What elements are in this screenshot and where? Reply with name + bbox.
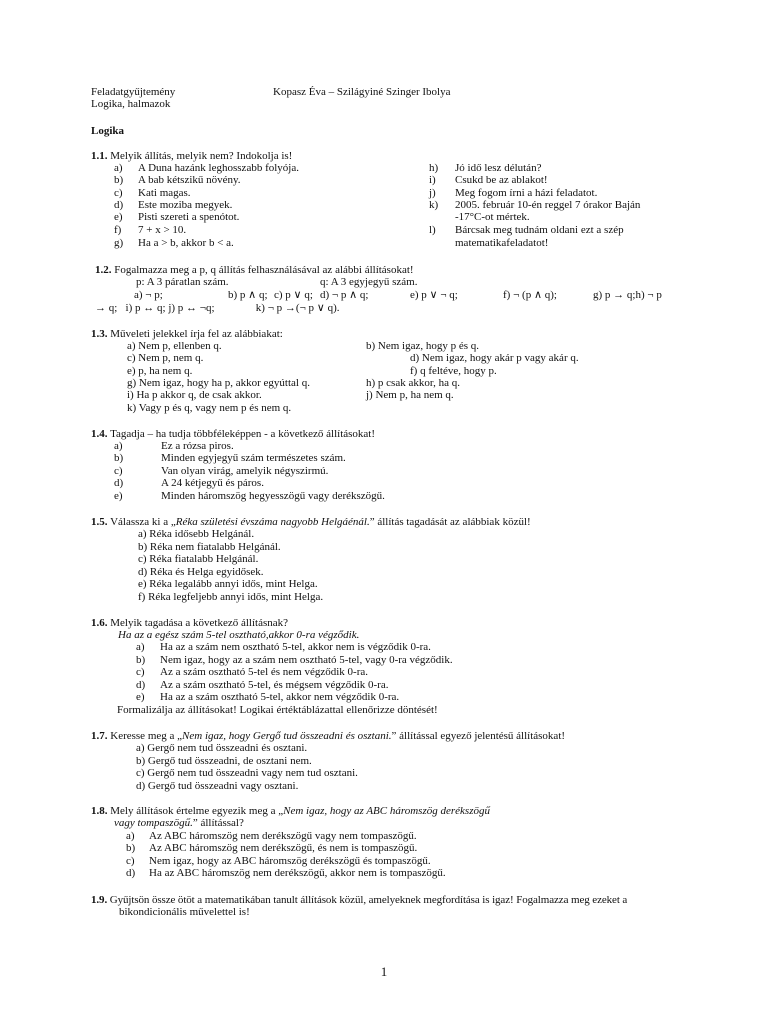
item-text: Ha az ABC háromszög nem derékszögű, akkor nem is tompaszögű.	[149, 867, 446, 879]
question-text: Melyik állítás, melyik nem? Indokolja is!	[110, 150, 293, 162]
question-1-2	[95, 264, 414, 276]
item-text: Ha a > b, akkor b < a.	[138, 237, 234, 249]
item-label: j)	[429, 187, 436, 199]
item-text: Ha az a szám osztható 5-tel, akkor nem végződik 0-ra.	[160, 691, 400, 703]
formula: c) p ∨ q;	[274, 289, 313, 301]
item-text: Nem igaz, hogy az a szám nem osztható 5-tel, vagy 0-ra végződik.	[160, 654, 453, 666]
question-text-a: Válassza ki a „	[110, 516, 176, 528]
item-label: i)	[429, 174, 436, 186]
question-1-3	[91, 328, 283, 340]
question-text: Fogalmazza meg a p, q állítás felhasználásával az alábbi állításokat!	[114, 264, 414, 276]
quoted-statement: Nem igaz, hogy Gergő tud összeadni és osztani.	[182, 730, 392, 742]
proposition-q: q: A 3 egyjegyű szám.	[320, 276, 418, 288]
question-number: 1.9.	[91, 894, 108, 906]
question-1-8	[91, 805, 490, 817]
question-1-1	[91, 150, 292, 162]
item-text: A Duna hazánk leghosszabb folyója.	[138, 162, 299, 174]
item-text: Jó idő lesz délután?	[455, 162, 542, 174]
item-label: g)	[114, 237, 124, 249]
item-label: a)	[126, 830, 135, 842]
question-text-b: ” állítás tagadását az alábbiak közül!	[369, 516, 531, 528]
item-text: 7 + x > 10.	[138, 224, 187, 236]
question-text: Műveleti jelekkel írja fel az alábbiakat:	[110, 328, 283, 340]
item-text: e) p, ha nem q.	[127, 365, 193, 377]
question-number: 1.7.	[91, 730, 108, 742]
item-text: b) Réka nem fiatalabb Helgánál.	[138, 541, 281, 553]
item-label: b)	[136, 654, 146, 666]
item-text: d) Nem igaz, hogy akár p vagy akár q.	[410, 352, 579, 364]
item-text: c) Réka fiatalabb Helgánál.	[138, 553, 259, 565]
item-label: d)	[136, 679, 146, 691]
question-1-5	[91, 516, 531, 528]
question-1-8-cont	[114, 817, 244, 829]
item-label: d)	[126, 867, 136, 879]
statement: Ha az a egész szám 5-tel osztható,akkor 0-ra végződik.	[118, 629, 360, 641]
item-label: a)	[114, 440, 123, 452]
formula: b) p ∧ q;	[228, 289, 268, 301]
question-text-b: ” állítással?	[192, 817, 244, 829]
item-text: c) Nem p, nem q.	[127, 352, 204, 364]
item-text: Az ABC háromszög nem derékszögű vagy nem tompaszögű.	[149, 830, 417, 842]
item-text: Van olyan virág, amelyik négyszirmú.	[161, 465, 329, 477]
item-text: d) Réka és Helga egyidősek.	[138, 566, 264, 578]
item-text: A bab kétszikű növény.	[138, 174, 241, 186]
item-label: d)	[114, 199, 124, 211]
item-text: Az a szám osztható 5-tel és nem végződik 0-ra.	[160, 666, 369, 678]
item-label: c)	[126, 855, 135, 867]
item-text: e) Réka legalább annyi idős, mint Helga.	[138, 578, 318, 590]
question-text: Melyik tagadása a következő állításnak?	[110, 617, 289, 629]
item-label: f)	[114, 224, 122, 236]
question-text: Tagadja – ha tudja többféleképpen - a következő állításokat!	[110, 428, 376, 440]
item-text: b) Nem igaz, hogy p és q.	[366, 340, 480, 352]
item-text: 2005. február 10-én reggel 7 órakor Baján	[455, 199, 641, 211]
item-text: d) Gergő tud összeadni vagy osztani.	[136, 780, 299, 792]
question-1-9-cont: bikondicionális művelettel is!	[119, 906, 250, 918]
item-text: k) Vagy p és q, vagy nem p és nem q.	[127, 402, 292, 414]
item-label: e)	[136, 691, 145, 703]
formula: d) ¬ p ∧ q;	[320, 289, 369, 301]
question-text-a: Keresse meg a „	[110, 730, 183, 742]
item-text: Ez a rózsa piros.	[161, 440, 234, 452]
question-1-7	[91, 730, 565, 742]
item-text: i) Ha p akkor q, de csak akkor.	[127, 389, 262, 401]
item-label: c)	[114, 465, 123, 477]
quoted-statement: Nem igaz, hogy az ABC háromszög derékszögű	[283, 805, 490, 817]
item-text: f) Réka legfeljebb annyi idős, mint Helga.	[138, 591, 324, 603]
item-text: -17°C-ot mértek.	[455, 211, 530, 223]
question-1-6-footer: Formalizálja az állításokat! Logikai értéktáblázattal ellenőrizze döntését!	[117, 704, 438, 716]
formula-line: → q; i) p ↔ q; j) p ↔ ¬q; k) ¬ p →(¬ p ∨ q).	[95, 302, 340, 314]
item-text: Meg fogom írni a házi feladatot.	[455, 187, 598, 199]
item-text: a) Gergő nem tud összeadni és osztani.	[136, 742, 308, 754]
item-text: a) Réka idősebb Helgánál.	[138, 528, 255, 540]
item-text: matematikafeladatot!	[455, 237, 549, 249]
question-number: 1.6.	[91, 617, 108, 629]
item-label: e)	[114, 490, 123, 502]
item-text: Este moziba megyek.	[138, 199, 233, 211]
item-label: c)	[114, 187, 123, 199]
item-label: a)	[136, 641, 145, 653]
item-text: Pisti szereti a spenótot.	[138, 211, 240, 223]
quoted-statement-cont: vagy tompaszögű.	[114, 817, 193, 829]
question-1-6	[91, 617, 288, 629]
question-text-b: ” állítással egyező jelentésű állításokat!	[391, 730, 566, 742]
header-collection-title: Feladatgyűjtemény	[91, 86, 176, 98]
item-text: g) Nem igaz, hogy ha p, akkor egyúttal q.	[127, 377, 310, 389]
question-number: 1.1.	[91, 150, 108, 162]
question-text: Gyűjtsön össze ötöt a matematikában tanult állítások közül, amelyeknek megfordítása is igaz! Fogalmazza meg ezeket a	[109, 894, 628, 906]
header-authors: Kopasz Éva – Szilágyiné Szinger Ibolya	[273, 86, 451, 98]
formula: e) p ∨ ¬ q;	[410, 289, 458, 301]
question-1-9	[91, 894, 627, 906]
question-number: 1.2.	[95, 264, 112, 276]
item-text: Az ABC háromszög nem derékszögű, és nem is tompaszögű.	[149, 842, 418, 854]
question-number: 1.5.	[91, 516, 108, 528]
section-title: Logika	[91, 125, 125, 137]
item-label: b)	[126, 842, 136, 854]
item-text: Az a szám osztható 5-tel, és mégsem végződik 0-ra.	[160, 679, 389, 691]
item-text: Bárcsak meg tudnám oldani ezt a szép	[455, 224, 624, 236]
page-number: 1	[380, 964, 388, 979]
item-label: e)	[114, 211, 123, 223]
question-1-4	[91, 428, 375, 440]
proposition-p: p: A 3 páratlan szám.	[136, 276, 229, 288]
item-text: A 24 kétjegyű és páros.	[161, 477, 264, 489]
item-label: d)	[114, 477, 124, 489]
item-label: l)	[429, 224, 436, 236]
item-text: Ha az a szám nem osztható 5-tel, akkor nem is végződik 0-ra.	[160, 641, 431, 653]
item-text: f) q feltéve, hogy p.	[410, 365, 497, 377]
quoted-statement: Réka születési évszáma nagyobb Helgáénál.	[175, 516, 370, 528]
item-text: Kati magas.	[138, 187, 191, 199]
item-text: Nem igaz, hogy az ABC háromszög derékszögű és tompaszögű.	[149, 855, 431, 867]
formula: g) p → q;h) ¬ p	[593, 289, 662, 301]
item-label: h)	[429, 162, 439, 174]
item-label: k)	[429, 199, 439, 211]
item-label: c)	[136, 666, 145, 678]
formula: a) ¬ p;	[134, 289, 163, 301]
item-text: a) Nem p, ellenben q.	[127, 340, 222, 352]
header-topic: Logika, halmazok	[91, 98, 171, 110]
item-text: b) Gergő tud összeadni, de osztani nem.	[136, 755, 312, 767]
question-text-a: Mely állítások értelme egyezik meg a „	[110, 805, 284, 817]
item-text: Minden egyjegyű szám természetes szám.	[161, 452, 346, 464]
question-number: 1.4.	[91, 428, 108, 440]
item-text: c) Gergő nem tud összeadni vagy nem tud osztani.	[136, 767, 358, 779]
question-number: 1.3.	[91, 328, 108, 340]
item-label: b)	[114, 174, 124, 186]
item-text: h) p csak akkor, ha q.	[366, 377, 460, 389]
item-text: Minden háromszög hegyesszögű vagy derékszögű.	[161, 490, 385, 502]
item-text: Csukd be az ablakot!	[455, 174, 548, 186]
item-label: a)	[114, 162, 123, 174]
item-label: b)	[114, 452, 124, 464]
question-number: 1.8.	[91, 805, 108, 817]
formula: f) ¬ (p ∧ q);	[503, 289, 557, 301]
item-text: j) Nem p, ha nem q.	[366, 389, 454, 401]
